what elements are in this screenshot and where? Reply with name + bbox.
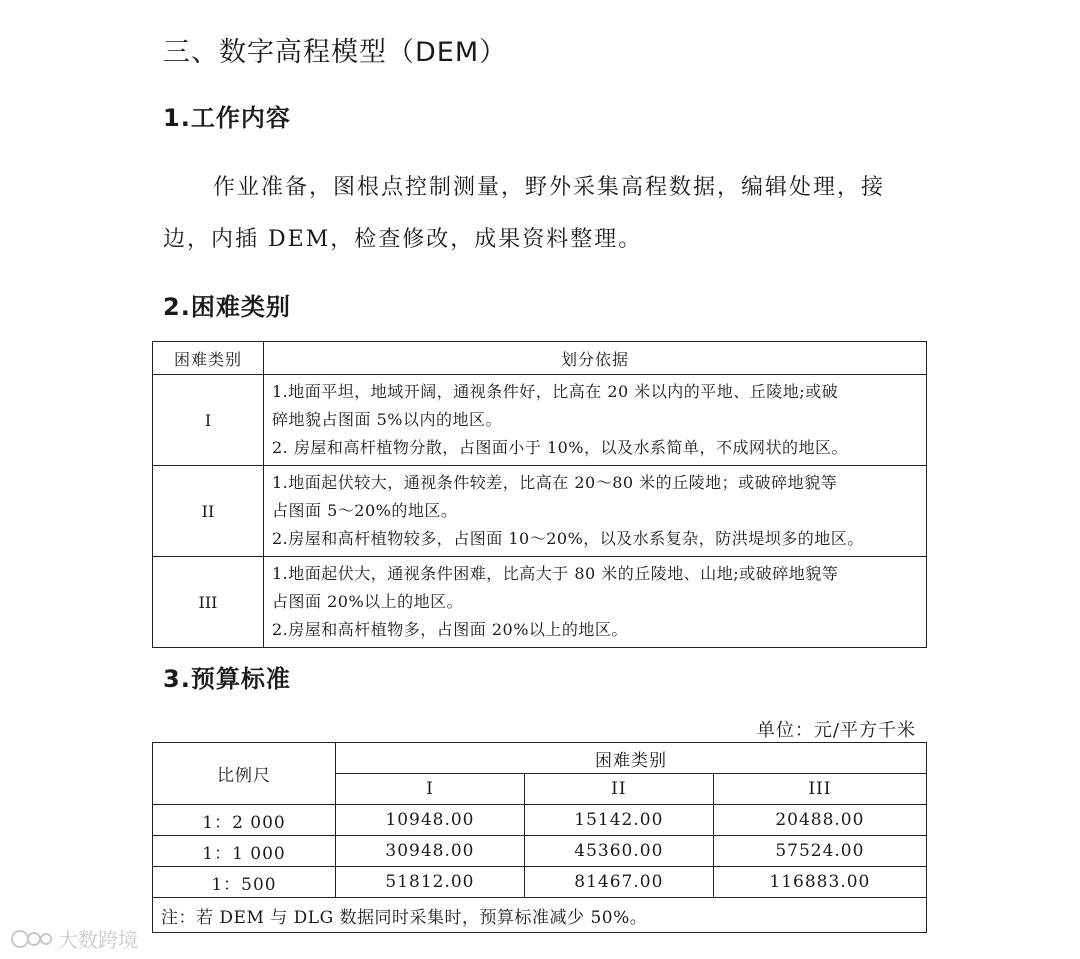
value-cell: 57524.00 [713,836,926,867]
criteria-cell [264,557,927,648]
difficulty-header: 困难类别 [336,743,927,774]
criteria-cell [264,375,927,466]
table-note-row [153,898,927,933]
table-row [153,466,927,557]
scale-header: 比例尺 [153,743,336,805]
table-row [153,867,927,898]
value-cell: 45360.00 [524,836,713,867]
table-row [153,836,927,867]
paragraph-line: 作业准备，图根点控制测量，野外采集高程数据，编辑处理，接 [213,175,886,200]
value-cell: 15142.00 [524,805,713,836]
paragraph-line: 边，内插 DEM，检查修改，成果资料整理。 [163,227,643,252]
level-header: I [336,774,525,805]
criteria-line: 2.房屋和高杆植物多，占图面 20%以上的地区。 [272,620,628,639]
table-row [153,557,927,648]
column-header: 困难类别 [153,342,264,375]
level-header: III [713,774,926,805]
watermark-logo-icon [10,927,54,951]
difficulty-level: III [153,557,264,648]
criteria-line: 占图面 20%以上的地区。 [272,592,464,611]
section-heading-budget: 3.预算标准 [163,665,291,693]
column-header: 划分依据 [264,342,927,375]
watermark [10,924,138,953]
scale-cell: 1：1 000 [153,836,336,867]
section-heading-difficulty: 2.困难类别 [163,293,291,321]
criteria-line: 碎地貌占图面 5%以内的地区。 [272,410,502,429]
criteria-line: 1.地面平坦，地域开阔，通视条件好，比高在 20 米以内的平地、丘陵地;或破 [272,382,839,401]
table-row [153,805,927,836]
level-header: II [524,774,713,805]
value-cell: 20488.00 [713,805,926,836]
work-content-paragraph [163,162,923,266]
table-header-row [153,743,927,774]
value-cell: 10948.00 [336,805,525,836]
criteria-line: 1.地面起伏大，通视条件困难，比高大于 80 米的丘陵地、山地;或破碎地貌等 [272,564,839,583]
criteria-line: 2. 房屋和高杆植物分散，占图面小于 10%，以及水系简单，不成网状的地区。 [272,438,849,457]
scale-cell: 1：500 [153,867,336,898]
budget-table [152,742,927,933]
value-cell: 30948.00 [336,836,525,867]
criteria-line: 2.房屋和高杆植物较多，占图面 10～20%，以及水系复杂，防洪堤坝多的地区。 [272,529,864,548]
table-row [153,375,927,466]
watermark-text: 大数跨境 [58,928,138,952]
value-cell: 116883.00 [713,867,926,898]
page-title: 三、数字高程模型（DEM） [163,37,508,68]
unit-label: 单位：元/平方千米 [756,720,916,741]
difficulty-table [152,341,927,648]
difficulty-level: II [153,466,264,557]
scale-cell: 1：2 000 [153,805,336,836]
difficulty-level: I [153,375,264,466]
table-header-row [153,342,927,375]
criteria-line: 占图面 5～20%的地区。 [272,501,458,520]
table-note: 注：若 DEM 与 DLG 数据同时采集时，预算标准减少 50%。 [153,898,927,933]
value-cell: 81467.00 [524,867,713,898]
criteria-cell [264,466,927,557]
section-heading-work-content: 1.工作内容 [163,104,291,132]
criteria-line: 1.地面起伏较大，通视条件较差，比高在 20～80 米的丘陵地；或破碎地貌等 [272,473,838,492]
value-cell: 51812.00 [336,867,525,898]
